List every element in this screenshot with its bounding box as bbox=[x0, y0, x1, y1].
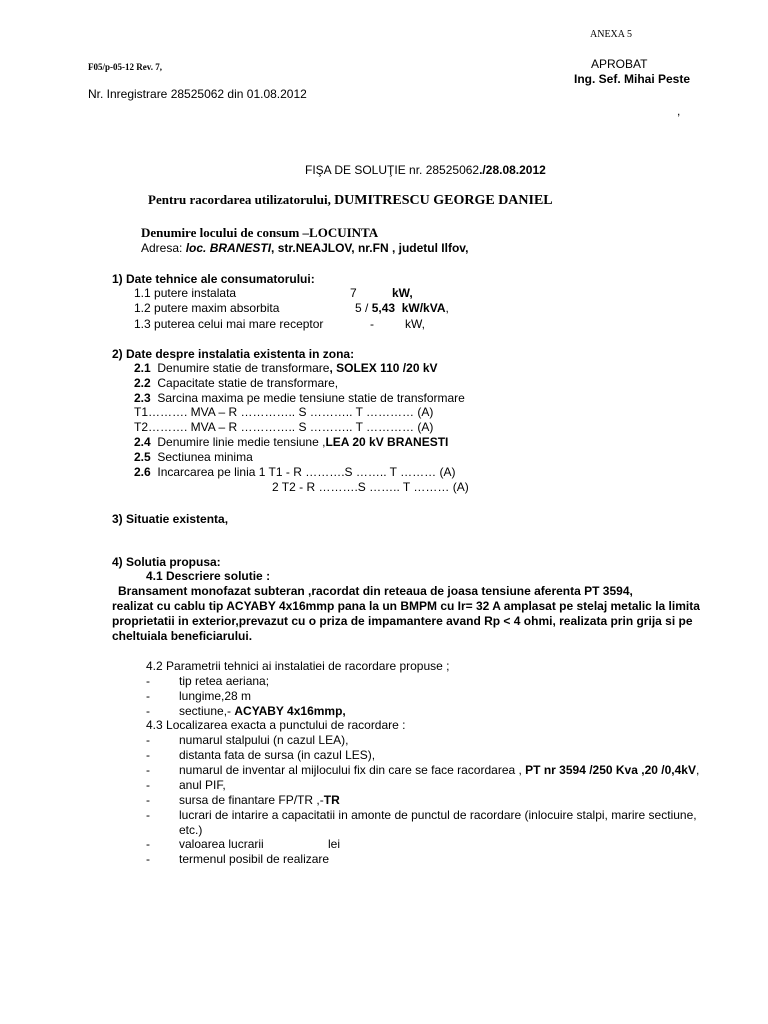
section1-heading: 1) Date tehnice ale consumatorului: bbox=[112, 272, 315, 286]
client-label: Pentru racordarea utilizatorului, bbox=[148, 192, 331, 207]
p43-dash-1: - bbox=[146, 733, 150, 747]
address-rest: , str.NEAJLOV, nr.FN , judetul Ilfov, bbox=[271, 241, 469, 255]
approved-label: APROBAT bbox=[591, 57, 648, 71]
item-2-6-num: 2.6 bbox=[134, 465, 151, 479]
p43-dash-7: - bbox=[146, 837, 150, 851]
p43-item-3-tail: , bbox=[695, 763, 700, 777]
document-title bbox=[305, 163, 546, 177]
item-2-2-text: Capacitate statie de transformare, bbox=[157, 376, 339, 390]
item-1-2-pre: 5 / bbox=[355, 301, 372, 315]
item-1-2-value bbox=[355, 301, 449, 315]
item-1-3-label: 1.3 puterea celui mai mare receptor bbox=[134, 317, 324, 331]
item-2-1-text: Denumire statie de transformare bbox=[157, 361, 330, 375]
section2-heading: 2) Date despre instalatia existenta in zona: bbox=[112, 347, 355, 361]
p43-item-2: distanta fata de sursa (in cazul LES), bbox=[179, 748, 376, 762]
p43-item-5-bold: TR bbox=[323, 793, 340, 807]
p43-dash-6: - bbox=[146, 808, 150, 822]
item-2-1-num: 2.1 bbox=[134, 361, 151, 375]
item-2-4 bbox=[134, 435, 448, 449]
p43-item-5-text: sursa de finantare FP/TR ,- bbox=[179, 793, 324, 807]
title-date: 28.08.2012 bbox=[485, 163, 546, 177]
p43-item-1: numarul stalpului (n cazul LEA), bbox=[179, 733, 349, 747]
item-2-3-text: Sarcina maxima pe medie tensiune statie de transformare bbox=[157, 391, 465, 405]
p43-dash-8: - bbox=[146, 852, 150, 866]
consumption-place: Denumire locului de consum –LOCUINTA bbox=[141, 225, 379, 240]
item-2-2 bbox=[134, 376, 338, 390]
item-2-3 bbox=[134, 391, 465, 405]
registration-number: Nr. Inregistrare 28525062 din 01.08.2012 bbox=[88, 87, 307, 101]
transformer-t2-line: T2………. MVA – R ………….. S ……….. T ………… (A) bbox=[134, 420, 434, 434]
p43-dash-2: - bbox=[146, 748, 150, 762]
p42-item-2: lungime,28 m bbox=[179, 689, 252, 703]
section4-heading: 4) Solutia propusa: bbox=[112, 555, 221, 569]
item-1-2-suffix: , bbox=[445, 301, 449, 315]
p43-item-5 bbox=[179, 793, 340, 807]
client-name: DUMITRESCU GEORGE DANIEL bbox=[334, 193, 553, 208]
p43-item-3-bold: PT nr 3594 /250 Kva ,20 /0,4kV bbox=[525, 763, 696, 777]
p43-item-3-text: numarul de inventar al mijlocului fix din care se face racordarea , bbox=[179, 763, 526, 777]
description-line-4: cheltuiala beneficiarului. bbox=[112, 629, 253, 643]
item-2-4-num: 2.4 bbox=[134, 435, 151, 449]
item-1-2-unit: kW/kVA bbox=[401, 301, 446, 315]
item-2-1-value: , SOLEX 110 /20 kV bbox=[329, 361, 438, 375]
p43-dash-3: - bbox=[146, 763, 150, 777]
form-code: F05/p-05-12 Rev. 7, bbox=[88, 62, 162, 72]
item-1-1-unit: kW, bbox=[392, 286, 413, 300]
address-line bbox=[141, 241, 468, 255]
p42-dash-2: - bbox=[146, 689, 150, 703]
description-line-1: Bransament monofazat subteran ,racordat din reteaua de joasa tensiune aferenta PT 3594, bbox=[118, 584, 633, 598]
p43-dash-4: - bbox=[146, 778, 150, 792]
p43-item-7: valoarea lucrarii bbox=[179, 837, 264, 851]
description-line-3: proprietatii in exterior,prevazut cu o priza de impamantere avand Rp < 4 ohmi, realizata prin grija si pe bbox=[112, 614, 693, 628]
comma-mark: , bbox=[677, 104, 681, 118]
item-2-5-num: 2.5 bbox=[134, 450, 151, 464]
p43-item-6: lucrari de intarire a capacitatii in amonte de punctul de racordare (inlocuire stalpi, marire sectiune, bbox=[179, 808, 697, 822]
p42-heading: 4.2 Parametrii tehnici ai instalatiei de racordare propuse ; bbox=[146, 659, 450, 673]
item-2-3-num: 2.3 bbox=[134, 391, 151, 405]
item-1-3-value: - bbox=[370, 317, 374, 331]
p43-item-3 bbox=[179, 763, 699, 777]
item-2-5 bbox=[134, 450, 253, 464]
p42-dash-3: - bbox=[146, 704, 150, 718]
annex-label: ANEXA 5 bbox=[590, 29, 632, 40]
item-2-5-text: Sectiunea minima bbox=[157, 450, 253, 464]
item-2-4-value: LEA 20 kV BRANESTI bbox=[325, 435, 449, 449]
title-prefix: FIŞA DE SOLUŢIE nr. 28525062 bbox=[305, 163, 480, 177]
item-2-2-num: 2.2 bbox=[134, 376, 151, 390]
p43-heading: 4.3 Localizarea exacta a punctului de racordare : bbox=[146, 718, 406, 732]
item-1-1-value: 7 bbox=[350, 286, 357, 300]
item-2-4-text: Denumire linie medie tensiune , bbox=[157, 435, 326, 449]
address-label: Adresa: bbox=[141, 241, 186, 255]
p43-item-4: anul PIF, bbox=[179, 778, 226, 792]
p43-dash-5: - bbox=[146, 793, 150, 807]
item-1-3-unit: kW, bbox=[405, 317, 425, 331]
p42-dash-1: - bbox=[146, 674, 150, 688]
section3-heading: 3) Situatie existenta, bbox=[112, 512, 229, 526]
item-2-6-line2: 2 T2 - R ……….S …….. T ……… (A) bbox=[272, 480, 469, 494]
item-1-2-num: 5,43 bbox=[371, 301, 396, 315]
item-1-2-label: 1.2 putere maxim absorbita bbox=[134, 301, 280, 315]
p42-item-3-text: sectiune,- bbox=[179, 704, 235, 718]
item-2-6 bbox=[134, 465, 455, 479]
address-locality: loc. BRANESTI bbox=[185, 241, 272, 255]
description-line-2: realizat cu cablu tip ACYABY 4x16mmp pana la un BMPM cu Ir= 32 A amplasat pe stelaj metalic la limita bbox=[112, 599, 700, 613]
transformer-t1-line: T1………. MVA – R ………….. S ……….. T ………… (A) bbox=[134, 405, 434, 419]
title-slash: ./ bbox=[479, 163, 486, 177]
p43-item-6-cont: etc.) bbox=[179, 823, 203, 837]
p42-item-3 bbox=[179, 704, 346, 718]
item-1-1-label: 1.1 putere instalata bbox=[134, 286, 237, 300]
p42-item-3-bold: ACYABY 4x16mmp, bbox=[234, 704, 346, 718]
p43-item-7-unit: lei bbox=[328, 837, 341, 851]
item-2-6-text: Incarcarea pe linia 1 T1 - R ……….S …….. T ……… (A) bbox=[157, 465, 456, 479]
p42-item-1: tip retea aeriana; bbox=[179, 674, 270, 688]
client-line bbox=[148, 193, 553, 208]
p43-item-8: termenul posibil de realizare bbox=[179, 852, 330, 866]
item-2-1 bbox=[134, 361, 438, 375]
section4-subheading: 4.1 Descriere solutie : bbox=[146, 569, 271, 583]
approver-name: Ing. Sef. Mihai Peste bbox=[574, 72, 691, 86]
